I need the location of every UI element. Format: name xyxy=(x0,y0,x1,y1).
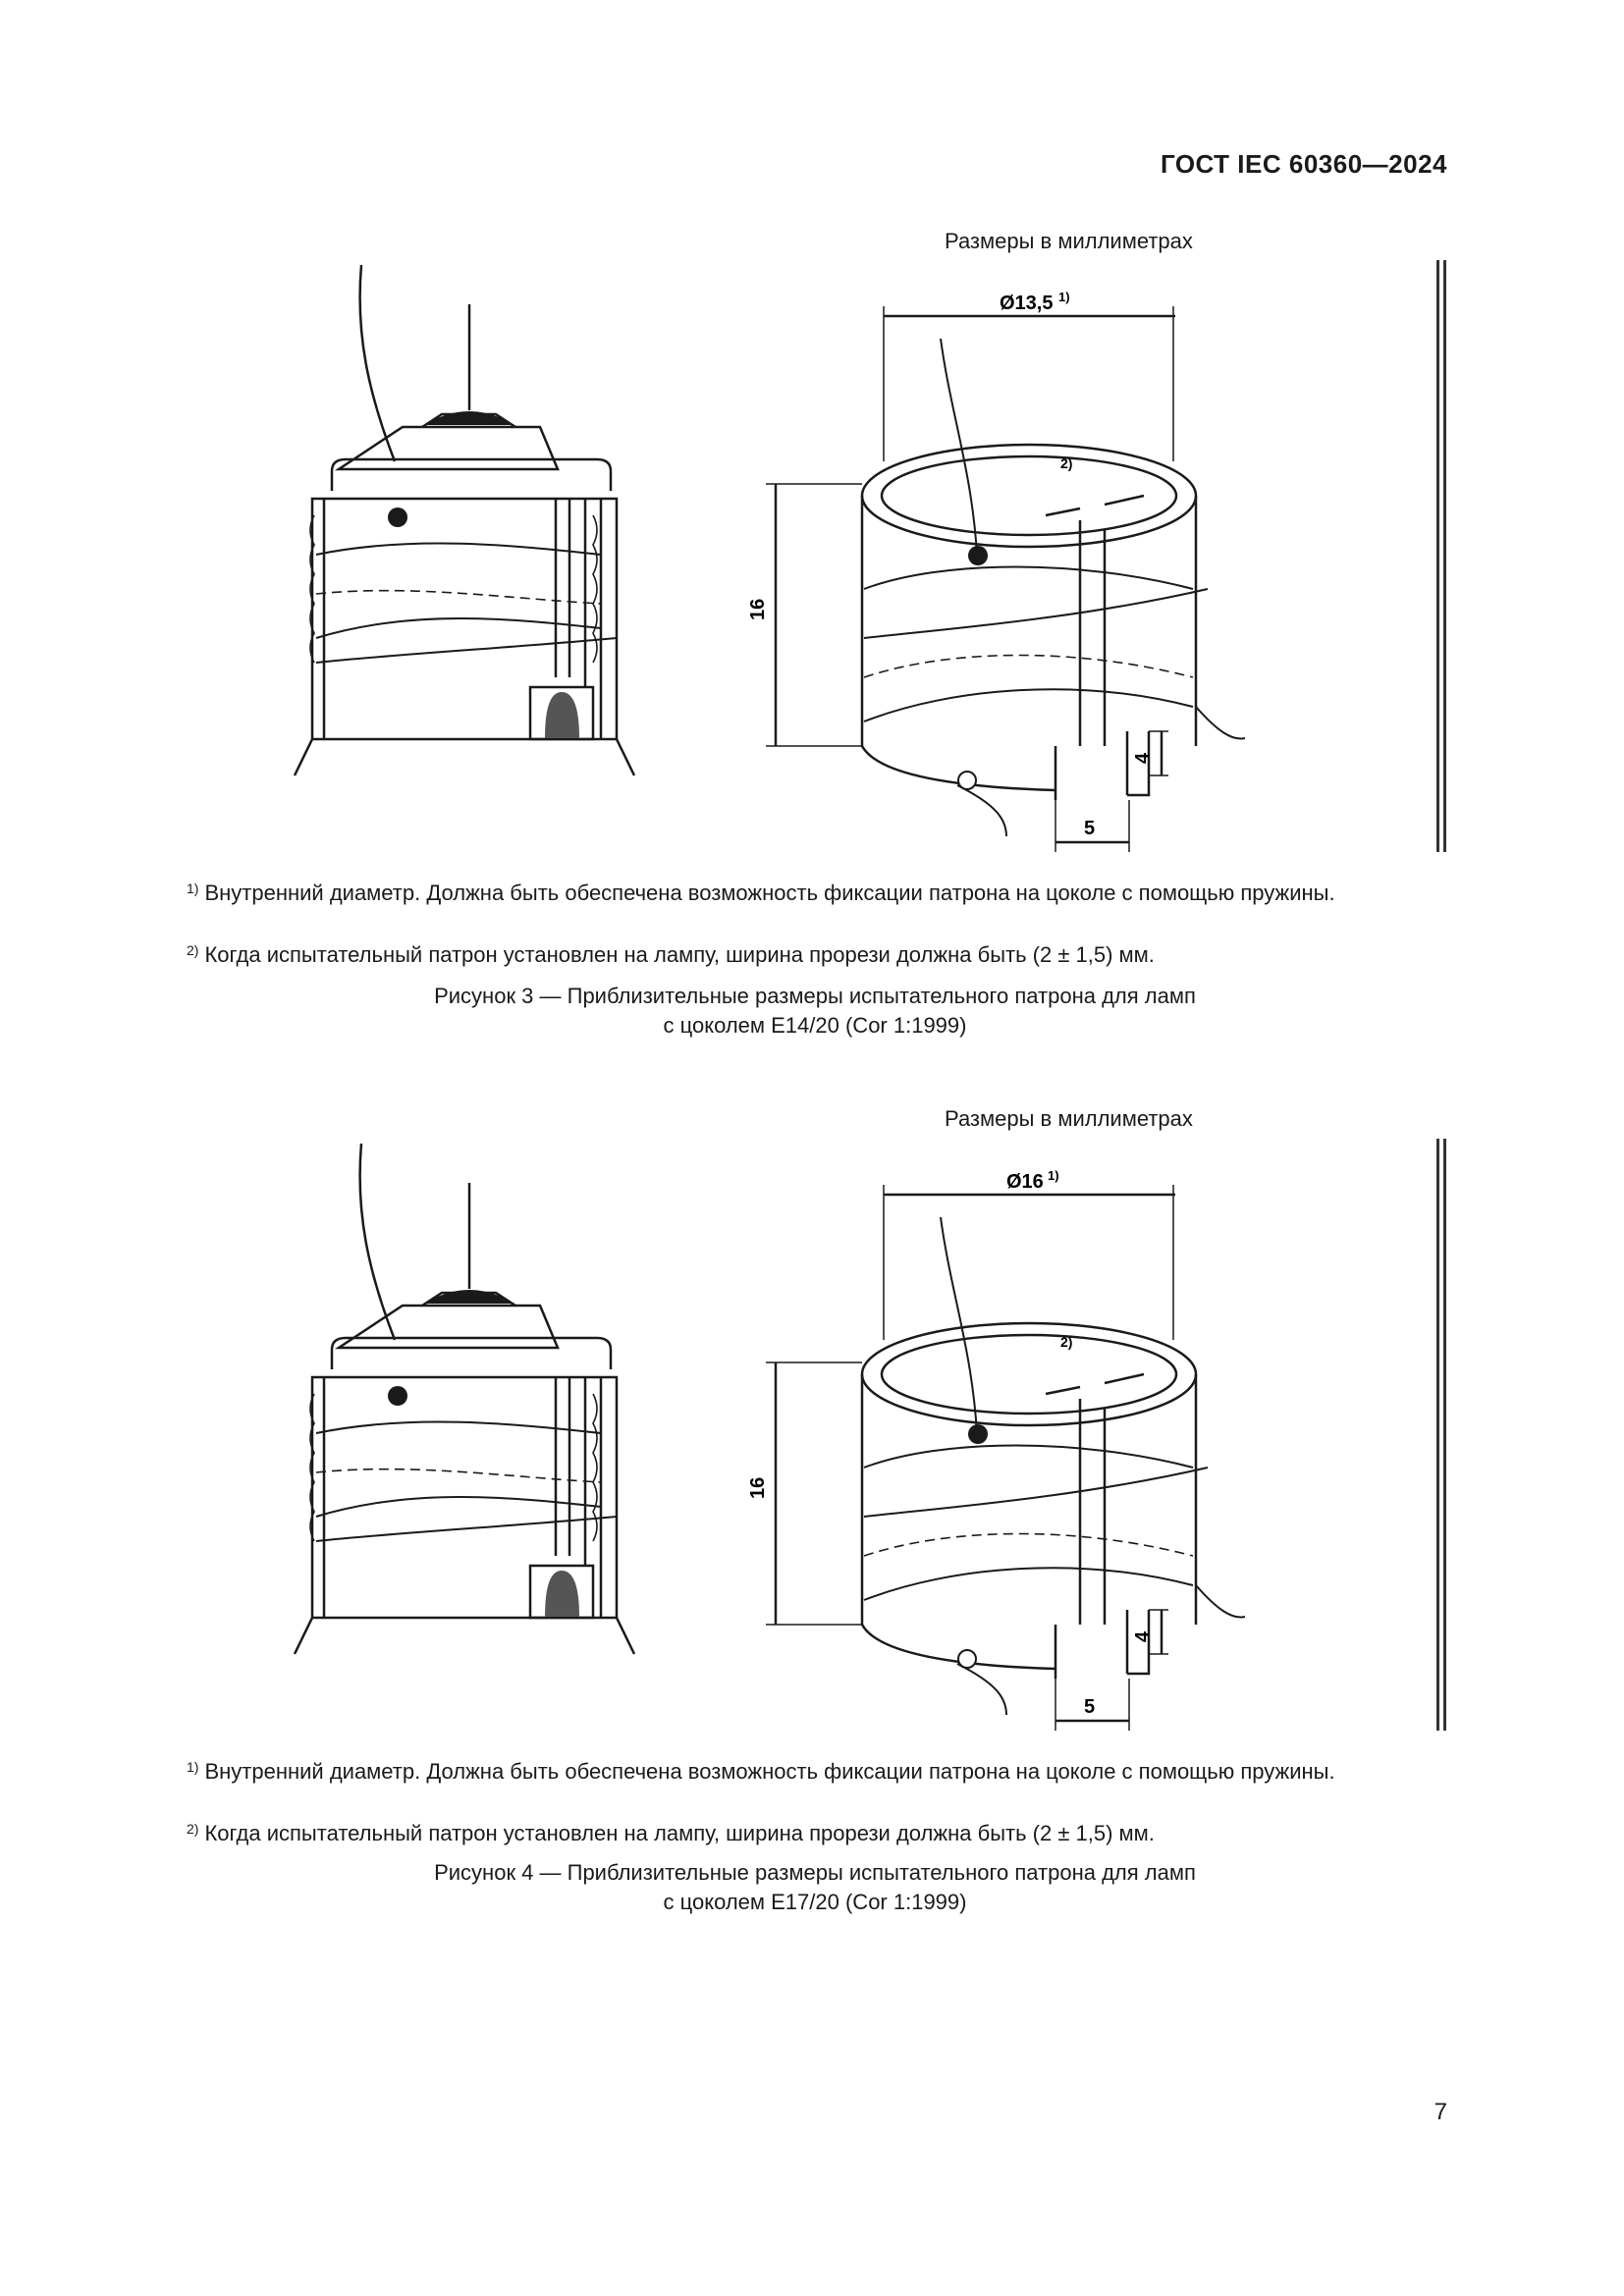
dim-tab-width: 5 xyxy=(1084,1696,1096,1718)
dim-slot-ref: 2) xyxy=(1060,1334,1073,1350)
figure-caption xyxy=(118,1858,1512,1917)
footnote-1: $^{1)}$ Внутренний диаметр. Должна быть обеспечена возможность фиксации патрона на цоколе с помощью пружины. xyxy=(187,881,1335,905)
dim-diameter: Ø13,5 xyxy=(1000,293,1054,314)
dim-tab-height: 4 xyxy=(1132,752,1154,764)
caption-line: с цоколем Е17/20 (Cor 1:1999) xyxy=(663,1890,967,1914)
wire xyxy=(360,265,395,461)
caption-line: с цоколем Е14/20 (Cor 1:1999) xyxy=(663,1013,967,1038)
figure-4-drawing xyxy=(0,879,1624,1762)
dim-diameter-ref: 1) xyxy=(1048,1168,1059,1183)
dim-tab-height: 4 xyxy=(1132,1630,1154,1642)
units-note: Размеры в миллиметрах xyxy=(945,1106,1193,1131)
caption-line: Рисунок 4 — Приблизительные размеры испытательного патрона для ламп xyxy=(434,1860,1196,1885)
units-note: Размеры в миллиметрах xyxy=(945,229,1193,253)
figure-3-drawing xyxy=(0,0,1624,883)
footnote-2: $^{2)}$ Когда испытательный патрон установлен на лампу, ширина прорези должна быть (2 ± 1,5) мм. xyxy=(187,942,1155,967)
dim-slot-ref: 2) xyxy=(1060,455,1073,471)
document-id: ГОСТ IEC 60360—2024 xyxy=(1160,149,1447,179)
footnote-2: $^{2)}$ Когда испытательный патрон установлен на лампу, ширина прорези должна быть (2 ± 1,5) мм. xyxy=(187,1821,1155,1845)
caption-line: Рисунок 3 — Приблизительные размеры испытательного патрона для ламп xyxy=(434,984,1196,1008)
dim-tab-width: 5 xyxy=(1084,818,1096,839)
dim-diameter: Ø16 xyxy=(1006,1171,1044,1193)
footnote-1: $^{1)}$ Внутренний диаметр. Должна быть обеспечена возможность фиксации патрона на цоколе с помощью пружины. xyxy=(187,1759,1335,1784)
dim-height: 16 xyxy=(747,1476,769,1499)
dim-height: 16 xyxy=(747,598,769,620)
page-number: 7 xyxy=(1434,2099,1447,2125)
dim-diameter-ref: 1) xyxy=(1058,290,1070,304)
